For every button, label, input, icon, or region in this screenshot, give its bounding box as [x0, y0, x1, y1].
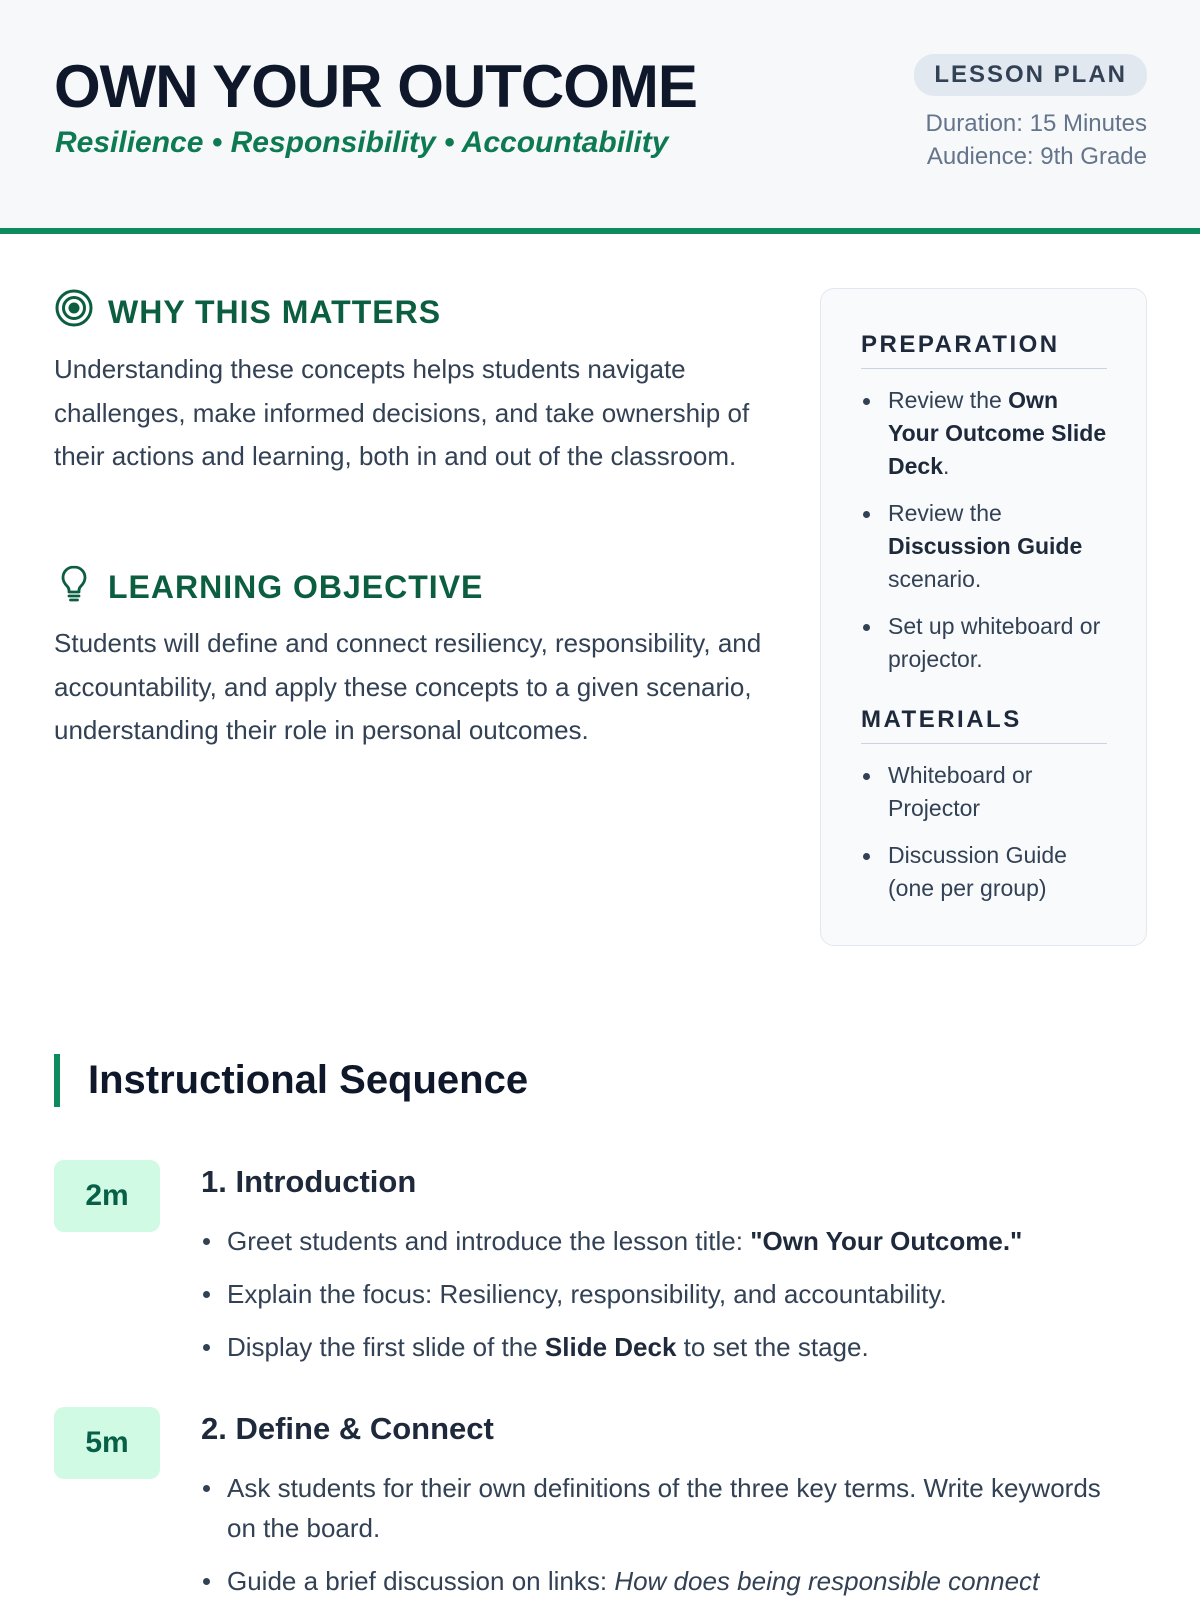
target-icon [54, 288, 94, 336]
list-item: Ask students for their own definitions of the three key terms. Write keywords on the board. [201, 1468, 1131, 1548]
list-item: Display the first slide of the Slide Deck to set the stage. [201, 1327, 1131, 1367]
learning-objective-text: Students will define and connect resiliency, responsibility, and accountability, and apply these concepts to a given scenario, understanding their role in personal outcomes. [54, 628, 762, 745]
lesson-plan-badge: LESSON PLAN [914, 54, 1147, 96]
list-item: Whiteboard or Projector [861, 759, 1111, 825]
time-badge: 2m [54, 1160, 160, 1232]
step-title: 2. Define & Connect [201, 1411, 494, 1446]
materials-heading: MATERIALS [861, 706, 1107, 744]
preparation-list [861, 384, 1111, 690]
lightbulb-icon [54, 563, 94, 611]
list-item: Review the Own Your Outcome Slide Deck. [861, 384, 1111, 483]
list-item: Review the Discussion Guide scenario. [861, 497, 1111, 596]
step-bullets [201, 1468, 1131, 1600]
time-badge: 5m [54, 1407, 160, 1479]
lesson-header [0, 0, 1200, 234]
page-title: OWN YOUR OUTCOME [54, 53, 697, 120]
step-title: 1. Introduction [201, 1164, 417, 1199]
audience-text: Audience: 9th Grade [926, 143, 1147, 170]
prep-materials-card [820, 288, 1147, 946]
page-subtitle: Resilience • Responsibility • Accountability [55, 126, 669, 159]
materials-list [861, 759, 1111, 919]
step-bullets [201, 1221, 1131, 1380]
why-heading-label: WHY THIS MATTERS [108, 293, 442, 330]
duration-text: Duration: 15 Minutes [925, 110, 1147, 137]
why-this-matters-text: Understanding these concepts helps students navigate challenges, make informed decisions, and take ownership of their actions and learning, both in and out of the classroom. [54, 354, 750, 471]
list-item: Set up whiteboard or projector. [861, 610, 1111, 676]
list-item: Guide a brief discussion on links: How does being responsible connect [201, 1561, 1131, 1600]
learning-objective-heading [54, 563, 483, 611]
list-item: Greet students and introduce the lesson title: "Own Your Outcome." [201, 1221, 1131, 1261]
why-this-matters-heading [54, 288, 441, 336]
list-item: Discussion Guide (one per group) [861, 839, 1111, 905]
objective-heading-label: LEARNING OBJECTIVE [108, 568, 484, 605]
instructional-sequence-heading: Instructional Sequence [54, 1054, 528, 1107]
list-item: Explain the focus: Resiliency, responsibility, and accountability. [201, 1274, 1131, 1314]
preparation-heading: PREPARATION [861, 331, 1107, 369]
